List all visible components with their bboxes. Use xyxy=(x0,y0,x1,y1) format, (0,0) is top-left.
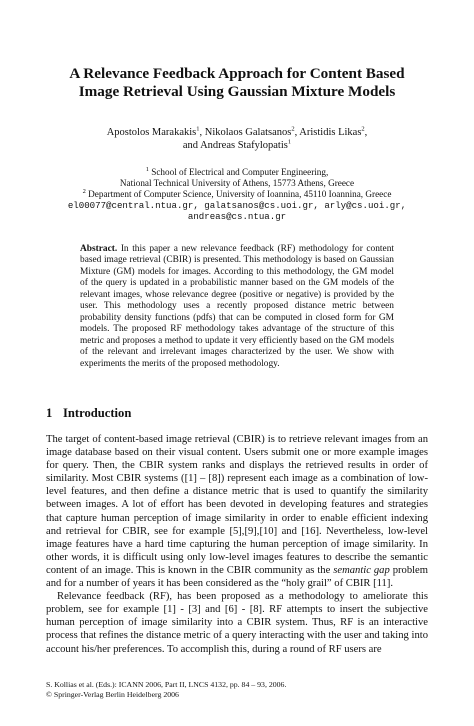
section-title: Introduction xyxy=(63,406,132,420)
email-list-cont: andreas@cs.ntua.gr xyxy=(187,211,287,222)
authors-line-2 xyxy=(20,139,454,152)
copyright-line: © Springer-Verlag Berlin Heidelberg 2006 xyxy=(46,690,179,699)
separator: , xyxy=(364,127,368,138)
page-footer xyxy=(46,680,286,700)
affiliation-mark: 2 xyxy=(82,187,86,195)
author-name: Aristidis Likas xyxy=(299,127,362,138)
affiliations xyxy=(10,167,464,222)
paragraph-2: Relevance feedback (RF), has been proposed as a methodology to ameliorate this problem, see for example [1] - [3] and [6] - [8]. RF attempts to insert the subjective human perception of image similarity into a CBIR system. Thus, RF is an interactive process that refines the distance metric of a query interacting with the user and taking into account his/her preferences. To accomplish this, during a round of RF users are xyxy=(46,591,428,655)
author-name: Apostolos Marakakis xyxy=(106,127,197,138)
authors-line-1 xyxy=(20,126,454,139)
affiliation-1 xyxy=(10,167,464,178)
email-list: el00077@central.ntua.gr, galatsanos@cs.uoi.gr, arly@cs.uoi.gr, xyxy=(67,200,407,211)
affiliation-text: School of Electrical and Computer Engineering, xyxy=(151,167,329,177)
affiliation-mark: 1 xyxy=(196,125,200,133)
affiliation-mark: 1 xyxy=(145,165,149,173)
paragraph-1 xyxy=(46,433,428,590)
title-line-1: A Relevance Feedback Approach for Content Based xyxy=(69,65,405,82)
separator: , xyxy=(199,127,205,138)
affiliation-mark: 1 xyxy=(287,138,292,146)
abstract-label: Abstract. xyxy=(80,244,118,254)
affiliation-2 xyxy=(10,189,464,200)
paragraph-text: The target of content-based image retrieval (CBIR) is to retrieve relevant images from an image database based on their visual content. Users submit one or more example images for query. Then, the CBIR system ranks and displays the retrieved results in order of similarity. Most CBIR systems ([1] – [8]) represent each image as a combination of low-level features, and then define a distance metric that is used to quantify the similarity between images. A lot of effort has been devoted in developing features and strategies that capture human perception of image similarity in order to enable efficient indexing and retrieval for CBIR, see for example [5],[9],[10] and [16]. Nevertheless, low-level image features have a hard time capturing the human perception of image similarity. In other words, it is difficult using only low-level images features to describe the semantic content of an image. This is known in the CBIR community as the xyxy=(46,434,428,576)
separator: , xyxy=(294,127,300,138)
body-text xyxy=(46,433,428,656)
citation-line: S. Kollias et al. (Eds.): ICANN 2006, Part II, LNCS 4132, pp. 84 – 93, 2006. xyxy=(46,680,287,689)
author-name: Nikolaos Galatsanos xyxy=(204,127,292,138)
section-number: 1 xyxy=(46,406,53,420)
author-list xyxy=(20,126,454,152)
affiliation-1-cont: National Technical University of Athens, 15773 Athens, Greece xyxy=(119,178,355,188)
paragraph-text: problem and for a number of years it has been considered as the “holy grail” of CBIR [11]. xyxy=(46,564,428,590)
author-name: and Andreas Stafylopatis xyxy=(182,140,288,151)
emphasis-text: semantic gap xyxy=(333,564,390,576)
abstract-text: In this paper a new relevance feedback (RF) methodology for content based image retrieval (CBIR) is presented. This methodology is based on Gaussian Mixture (GM) models for images. According to this methodology, the GM model of the query is updated in a probabilistic manner based on the GM models of the relevant images, whose relevance degree (positive or negative) is provided by the user. This methodology uses a recently proposed distance metric between probability density functions (pdfs) that can be computed in closed form for GM models. The proposed RF methodology takes advantage of the structure of this metric and proposes a method to update it very efficiently based on the GM models of the relevant and irrelevant images characterized by the user. We show with experiments the merits of the proposed methodology. xyxy=(80,244,394,369)
affiliation-text: Department of Computer Science, University of Ioannina, 45110 Ioannina, Greece xyxy=(88,189,392,199)
title-line-2: Image Retrieval Using Gaussian Mixture Models xyxy=(78,83,396,100)
affiliation-mark: 2 xyxy=(361,125,365,133)
paper-title xyxy=(20,65,454,101)
section-heading xyxy=(46,406,131,421)
abstract xyxy=(80,244,394,370)
affiliation-mark: 2 xyxy=(291,125,295,133)
